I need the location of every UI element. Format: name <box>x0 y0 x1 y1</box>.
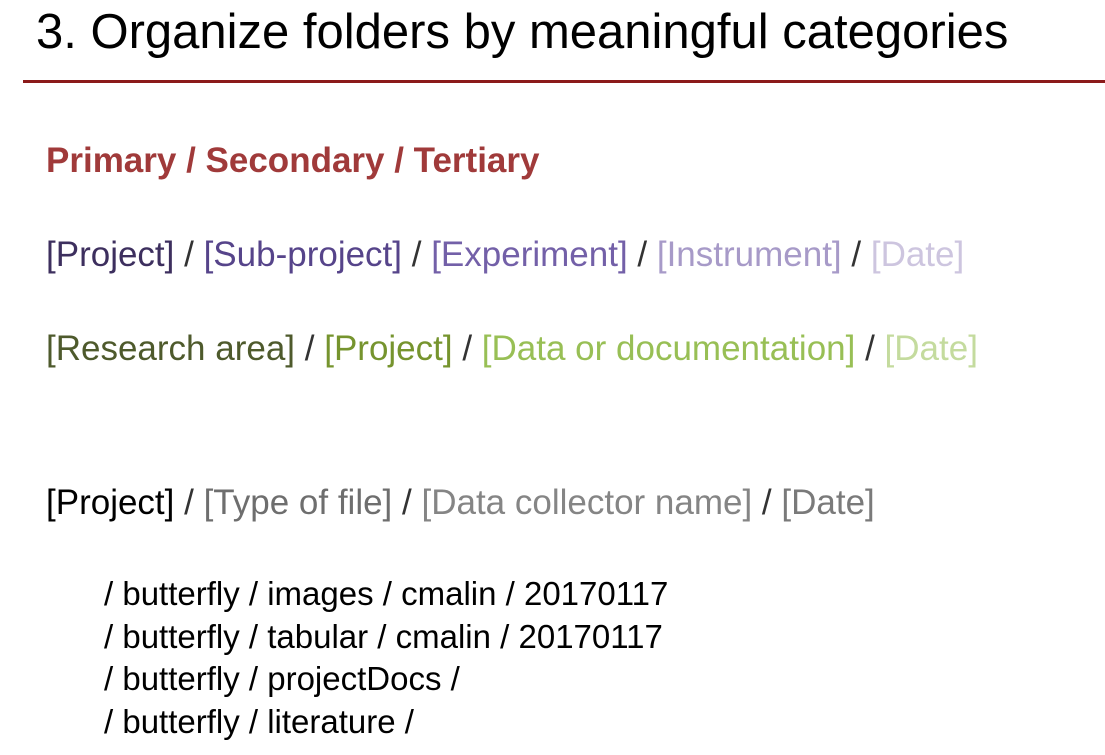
folder-scheme-research-project <box>46 233 964 277</box>
example-path: / butterfly / tabular / cmalin / 20170117 <box>104 617 663 655</box>
segment-research-area: [Research area] <box>46 329 296 368</box>
segment-project: [Project] <box>46 483 175 522</box>
segment-project: [Project] <box>46 235 175 274</box>
example-path: / butterfly / images / cmalin / 20170117 <box>104 575 669 612</box>
folder-scheme-research-area <box>46 327 978 371</box>
example-path: / butterfly / projectDocs / <box>104 660 460 698</box>
segment-date: [Date] <box>884 329 978 368</box>
path-separator: / <box>452 329 482 368</box>
title-divider <box>23 80 1105 83</box>
segment-project: [Project] <box>324 329 453 368</box>
segment-data-collector-name: [Data collector name] <box>421 483 753 522</box>
slide-title: 3. Organize folders by meaningful categories <box>36 5 1009 59</box>
path-separator: / <box>841 235 871 274</box>
path-separator: / <box>174 483 204 522</box>
segment-experiment: [Experiment] <box>431 235 628 274</box>
path-separator: / <box>174 235 204 274</box>
path-separator: / <box>392 483 422 522</box>
folder-scheme-file-type <box>46 481 875 525</box>
path-separator: / <box>855 329 885 368</box>
example-paths-list <box>104 573 668 743</box>
path-separator: / <box>295 329 325 368</box>
segment-instrument: [Instrument] <box>656 235 842 274</box>
segment-sub-project: [Sub-project] <box>203 235 403 274</box>
segment-date: [Date] <box>870 235 965 274</box>
segment-data-or-documentation: [Data or documentation] <box>481 329 856 368</box>
path-separator: / <box>752 483 782 522</box>
example-path: / butterfly / literature / <box>104 702 414 740</box>
segment-date: [Date] <box>781 483 875 522</box>
hierarchy-heading: Primary / Secondary / Tertiary <box>46 141 540 180</box>
path-separator: / <box>402 235 432 274</box>
path-separator: / <box>627 235 657 274</box>
segment-type-of-file: [Type of file] <box>203 483 393 522</box>
